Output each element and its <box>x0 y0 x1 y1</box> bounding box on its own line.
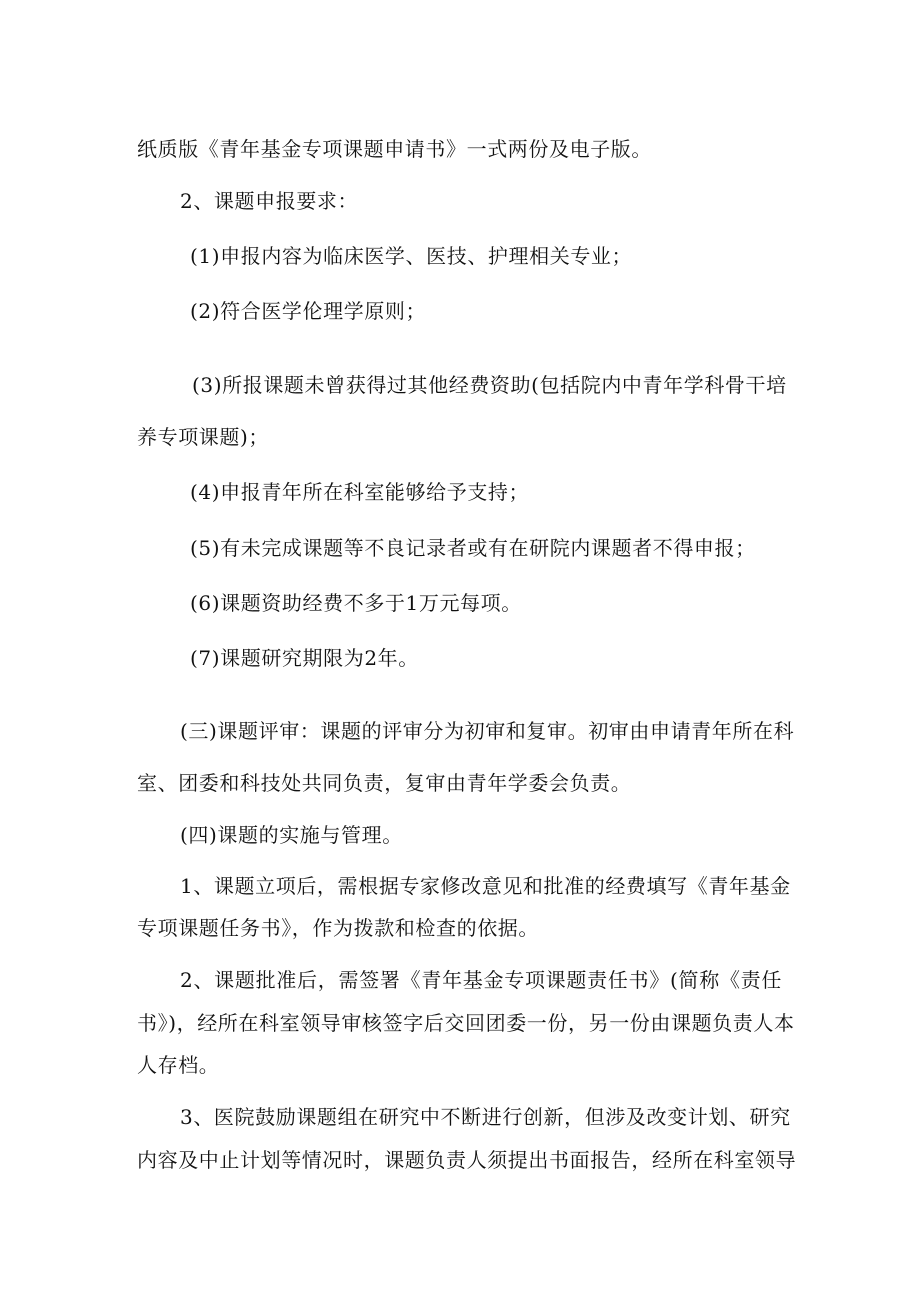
requirement-item-1: (1)申报内容为临床医学、医技、护理相关专业； <box>190 244 633 268</box>
implementation-item-2-line-3: 人存档。 <box>137 1053 220 1077</box>
review-paragraph-line-1: (三)课题评审：课题的评审分为初审和复审。初审由申请青年所在科 <box>180 719 795 743</box>
review-paragraph-line-2: 室、团委和科技处共同负责，复审由青年学委会负责。 <box>137 771 632 795</box>
requirement-item-7: (7)课题研究期限为2年。 <box>190 646 419 670</box>
paragraph-line-1: 纸质版《青年基金专项课题申请书》一式两份及电子版。 <box>137 137 652 161</box>
requirement-item-3-line-1: (3)所报课题未曾获得过其他经费资助(包括院内中青年学科骨干培 <box>192 373 787 397</box>
requirement-item-4: (4)申报青年所在科室能够给予支持； <box>190 480 530 504</box>
implementation-item-2-line-1: 2、课题批准后，需签署《青年基金专项课题责任书》(简称《责任 <box>180 968 782 992</box>
requirement-item-2: (2)符合医学伦理学原则； <box>190 299 427 323</box>
implementation-item-3-line-1: 3、医院鼓励课题组在研究中不断进行创新，但涉及改变计划、研究 <box>180 1105 791 1129</box>
requirement-item-3-line-2: 养专项课题)； <box>137 425 270 449</box>
implementation-item-1-line-2: 专项课题任务书》，作为拨款和检查的依据。 <box>137 916 539 940</box>
requirement-item-5: (5)有未完成课题等不良记录者或有在研院内课题者不得申报； <box>190 536 756 560</box>
implementation-item-2-line-2: 书》)，经所在科室领导审核签字后交回团委一份，另一份由课题负责人本 <box>137 1011 795 1035</box>
requirement-item-6: (6)课题资助经费不多于1万元每项。 <box>190 591 522 615</box>
implementation-item-1-line-1: 1、课题立项后，需根据专家修改意见和批准的经费填写《青年基金 <box>180 874 791 898</box>
implementation-item-3-line-2: 内容及中止计划等情况时，课题负责人须提出书面报告，经所在科室领导 <box>137 1148 797 1172</box>
section-heading-implementation: (四)课题的实施与管理。 <box>180 823 403 847</box>
section-heading-requirements: 2、课题申报要求： <box>180 189 359 213</box>
